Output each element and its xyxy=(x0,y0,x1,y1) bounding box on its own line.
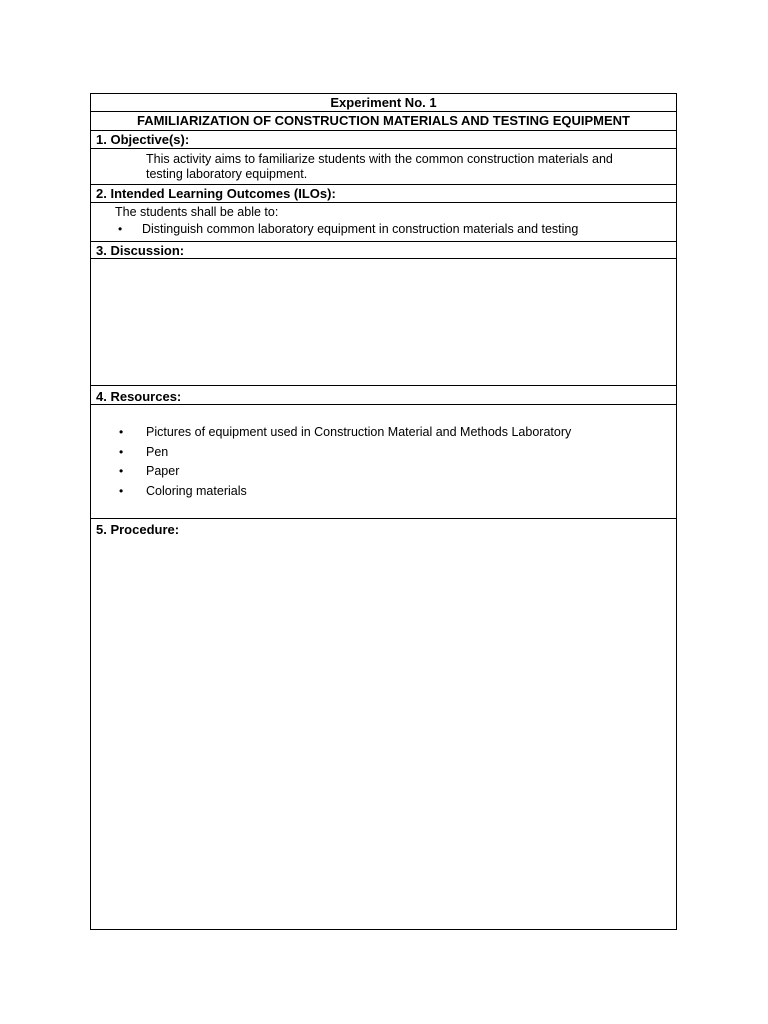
resources-body-row xyxy=(91,405,676,519)
objective-heading-row xyxy=(91,131,676,149)
experiment-title-row xyxy=(91,112,676,131)
objective-text-row xyxy=(91,149,676,185)
bullet-icon: • xyxy=(119,464,124,478)
discussion-body xyxy=(91,259,676,386)
resources-heading: 4. Resources: xyxy=(96,389,182,404)
objective-heading: 1. Objective(s): xyxy=(96,132,190,147)
discussion-heading: 3. Discussion: xyxy=(96,243,185,258)
experiment-number: Experiment No. 1 xyxy=(330,95,437,110)
bullet-icon: • xyxy=(119,425,124,439)
procedure-section xyxy=(91,519,676,929)
ilos-list xyxy=(91,220,676,240)
procedure-heading: 5. Procedure: xyxy=(96,522,180,537)
ilos-body-row xyxy=(91,203,676,242)
experiment-number-row xyxy=(91,94,676,112)
discussion-heading-row xyxy=(91,242,676,259)
resources-list-item: • Paper xyxy=(146,462,676,482)
bullet-icon: • xyxy=(118,222,123,236)
objective-text-line2: testing laboratory equipment. xyxy=(146,167,308,181)
experiment-form xyxy=(90,93,677,930)
ilos-list-item: • Distinguish common laboratory equipment in construction materials and testing xyxy=(142,220,676,240)
bullet-icon: • xyxy=(119,483,124,498)
ilos-heading: 2. Intended Learning Outcomes (ILOs): xyxy=(96,186,336,201)
resources-list-item: • Pen xyxy=(146,443,676,463)
resources-list-item: • Coloring materials xyxy=(146,482,676,502)
ilos-heading-row xyxy=(91,185,676,203)
experiment-title: FAMILIARIZATION OF CONSTRUCTION MATERIALS AND TESTING EQUIPMENT xyxy=(136,113,631,128)
resources-list-item: • Pictures of equipment used in Construction Material and Methods Laboratory xyxy=(146,423,676,443)
ilos-intro: The students shall be able to: xyxy=(115,205,279,219)
resources-heading-row xyxy=(91,386,676,405)
resources-list xyxy=(91,423,676,501)
bullet-icon: • xyxy=(119,444,124,459)
objective-text-line1: This activity aims to familiarize students with the common construction materials and xyxy=(146,152,613,166)
